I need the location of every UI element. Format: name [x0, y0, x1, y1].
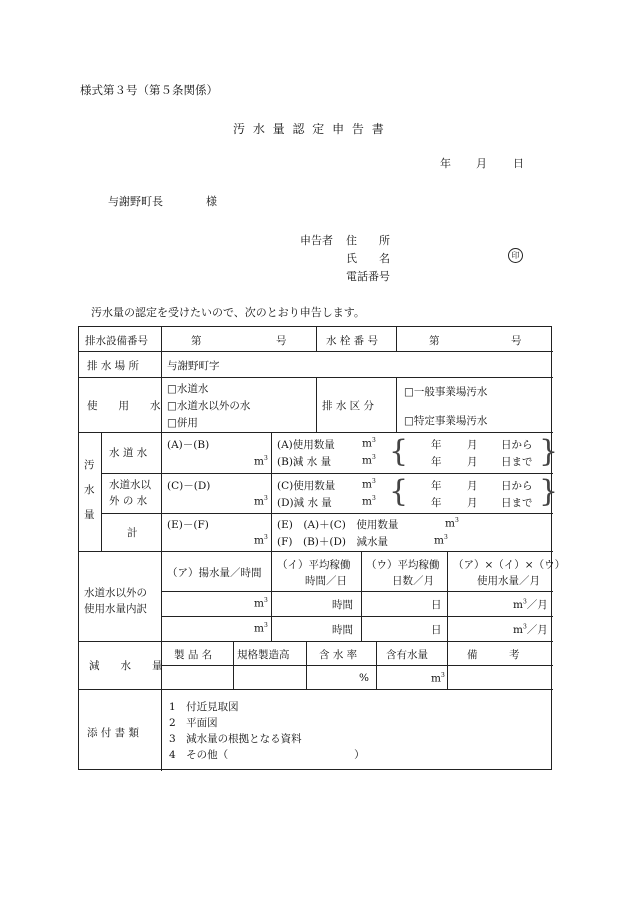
tap-water-unit: $m^3$: [254, 455, 268, 468]
col-pump-rate: （ア）揚水量／時間: [167, 567, 262, 579]
non-tap-water-usage-c: (C)使用数量: [277, 480, 336, 492]
period-to: 日まで: [501, 456, 533, 468]
col-avg-hours-1: （イ）平均稼働: [277, 559, 351, 571]
drainage-place-value: 与謝野町字: [167, 360, 220, 372]
date-month-label: 月: [476, 157, 487, 170]
unit-c: $m^3$: [362, 478, 376, 491]
faucet-number-prefix: 第: [429, 335, 440, 347]
non-tap-water-reduction-d: (D)減 水 量: [277, 497, 332, 509]
checkbox-non-tap-water[interactable]: □水道水以外の水: [167, 400, 251, 412]
total-usage-e: (E) (A)＋(C) 使用数量: [277, 519, 399, 531]
tap-water-usage-a: (A)使用数量: [277, 439, 335, 451]
period-year: 年: [431, 456, 442, 468]
address-label: 住 所: [346, 234, 390, 247]
attachment-1: 1 付近見取図: [169, 701, 239, 713]
col-avg-hours-2: 時間／日: [305, 575, 347, 587]
checkbox-general-sewage[interactable]: □一般事業場汚水: [404, 386, 488, 398]
col-avg-days-1: （ウ）平均稼働: [366, 559, 440, 571]
unit-a: $m^3$: [362, 437, 376, 450]
reduction-col-product: 製 品 名: [174, 649, 213, 661]
faucet-number-suffix: 号: [511, 335, 522, 347]
checkbox-combined[interactable]: □併用: [167, 417, 198, 429]
tap-water-formula: (A)－(B): [167, 439, 210, 451]
unit-b: $m^3$: [362, 454, 376, 467]
non-tap-water-label-2: 外 の 水: [109, 495, 148, 507]
faucet-number-label: 水 栓 番 号: [326, 335, 379, 347]
period-month: 月: [467, 480, 478, 492]
attachments-label: 添 付 書 類: [87, 727, 140, 739]
drainage-place-label: 排 水 場 所: [87, 360, 140, 372]
attachment-3: 3 減水量の根拠となる資料: [169, 733, 302, 745]
water-content-unit: $m^3$: [431, 672, 445, 685]
period-month: 月: [467, 439, 478, 451]
bracket-left: {: [389, 434, 409, 469]
non-tap-water-formula: (C)－(D): [167, 480, 211, 492]
bracket-right: }: [539, 434, 559, 469]
honorific: 様: [206, 195, 217, 208]
non-tap-water-unit: $m^3$: [254, 495, 268, 508]
reduction-label: 減 水 量: [89, 660, 163, 672]
breakdown-unit-hours: 時間: [332, 599, 353, 611]
applicant-label: 申告者: [300, 234, 333, 247]
seal-text: 印: [508, 248, 523, 263]
period-month: 月: [467, 456, 478, 468]
sewage-label-1: 汚: [84, 459, 95, 471]
breakdown-unit-m3: $m^3$: [254, 622, 268, 635]
period-year: 年: [431, 439, 442, 451]
drainage-class-label: 排 水 区 分: [322, 400, 375, 412]
breakdown-label-1: 水道水以外の: [84, 587, 147, 599]
date-year-label: 年: [440, 157, 451, 170]
col-monthly-1: （ア）×（イ）×（ウ）: [453, 559, 566, 571]
period-from: 日から: [501, 439, 533, 451]
drainage-number-suffix: 号: [276, 335, 287, 347]
total-reduction-f: (F) (B)＋(D) 減水量: [277, 536, 388, 548]
breakdown-label-2: 使用水量内訳: [84, 603, 147, 615]
period-to: 日まで: [501, 497, 533, 509]
period-from: 日から: [501, 480, 533, 492]
declaration-table: [78, 326, 566, 770]
reduction-col-moisture: 含 水 率: [319, 649, 358, 661]
drainage-number-label: 排水設備番号: [85, 335, 148, 347]
reduction-col-remarks: 備 考: [467, 649, 520, 661]
reduction-col-production: 規格製造高: [237, 649, 290, 661]
page-title: 汚 水 量 認 定 申 告 書: [233, 122, 386, 136]
phone-label: 電話番号: [346, 270, 390, 283]
tap-water-label: 水 道 水: [109, 447, 148, 459]
unit-e: $m^3$: [445, 517, 459, 530]
breakdown-unit-days: 日: [431, 599, 442, 611]
sewage-label-2: 水: [84, 484, 95, 496]
checkbox-special-sewage[interactable]: □特定事業場汚水: [404, 415, 488, 427]
checkbox-tap-water[interactable]: □水道水: [167, 383, 209, 395]
period-month: 月: [467, 497, 478, 509]
breakdown-unit-m3: $m^3$: [254, 597, 268, 610]
col-monthly-2: 使用水量／月: [477, 575, 540, 587]
form-number: 様式第３号（第５条関係）: [80, 83, 218, 97]
drainage-number-prefix: 第: [191, 335, 202, 347]
water-usage-label: 使 用 水: [87, 400, 161, 412]
bracket-left: {: [389, 474, 409, 509]
total-unit: $m^3$: [254, 534, 268, 547]
breakdown-unit-monthly: $m^3/$月: [513, 598, 548, 611]
breakdown-unit-monthly: $m^3/$月: [513, 623, 548, 636]
unit-f: $m^3$: [434, 534, 448, 547]
total-formula: (E)－(F): [167, 519, 209, 531]
bracket-right: }: [539, 474, 559, 509]
seal-mark: [508, 248, 523, 263]
breakdown-unit-days: 日: [431, 624, 442, 636]
non-tap-water-label-1: 水道水以: [109, 479, 151, 491]
breakdown-unit-hours: 時間: [332, 624, 353, 636]
addressee: 与謝野町長: [108, 195, 163, 208]
reduction-col-water-content: 含有水量: [386, 649, 428, 661]
attachment-4: 4 その他（ ）: [169, 749, 365, 761]
col-avg-days-2: 日数／月: [392, 575, 434, 587]
attachment-2: 2 平面図: [169, 717, 218, 729]
tap-water-reduction-b: (B)減 水 量: [277, 456, 332, 468]
total-label: 計: [127, 527, 138, 539]
moisture-percent: %: [359, 672, 369, 684]
period-year: 年: [431, 497, 442, 509]
period-year: 年: [431, 480, 442, 492]
sewage-label-3: 量: [84, 509, 95, 521]
name-label: 氏 名: [346, 252, 390, 265]
intro-text: 汚水量の認定を受けたいので、次のとおり申告します。: [91, 306, 365, 319]
unit-d: $m^3$: [362, 495, 376, 508]
date-day-label: 日: [513, 157, 524, 170]
